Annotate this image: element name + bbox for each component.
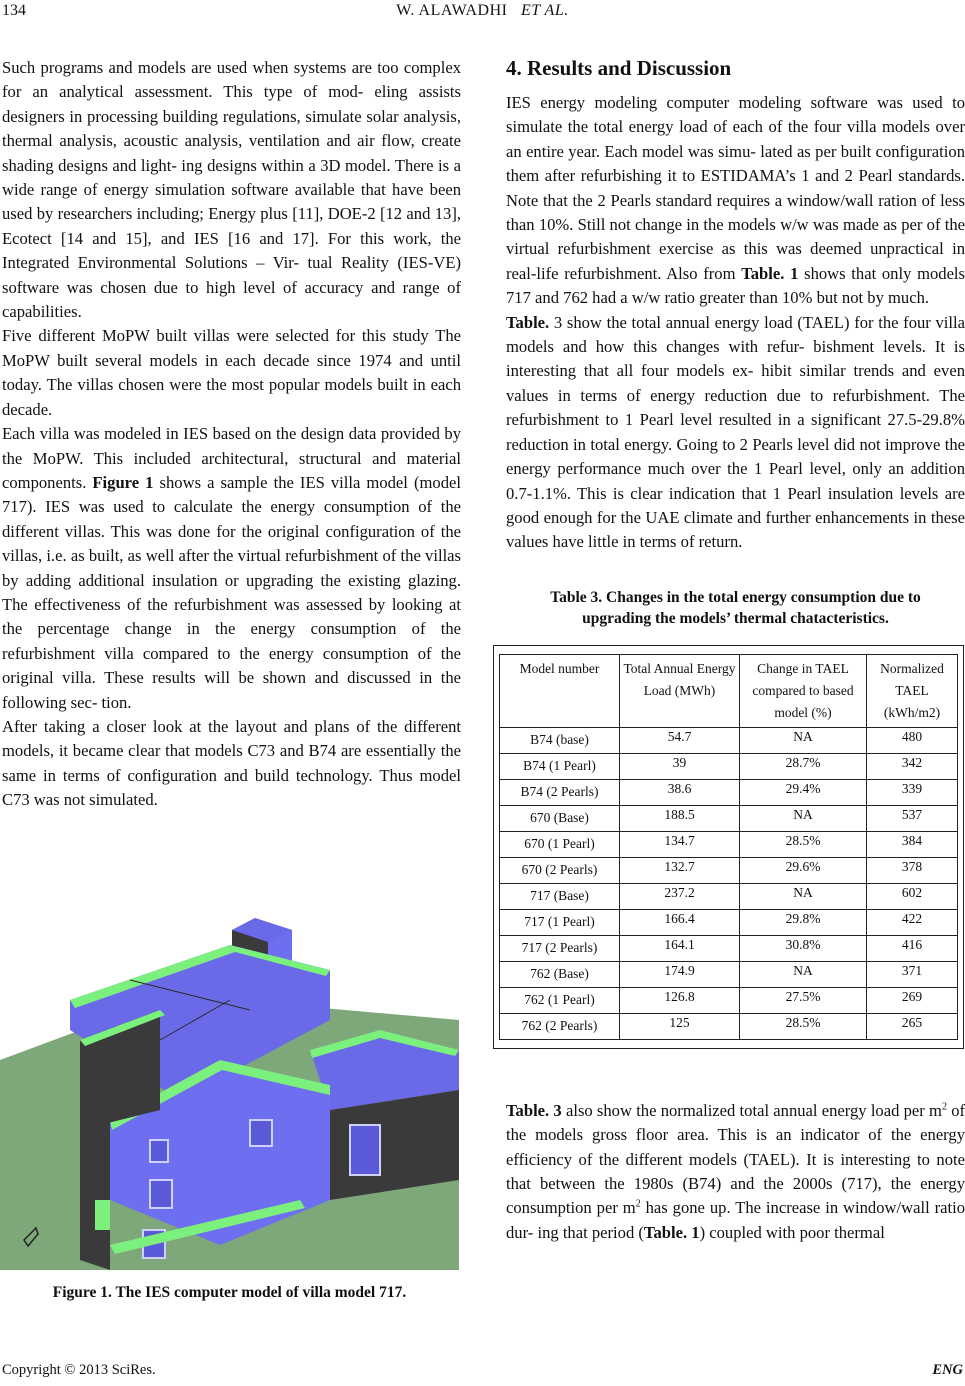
column-header-tael: Total Annual Energy Load (MWh)	[620, 654, 740, 727]
cell-change: 30.8%	[740, 935, 867, 961]
table-3-reference[interactable]: Table.	[506, 312, 550, 332]
villa-3d-model-image	[0, 900, 459, 1270]
cell-change: 29.4%	[740, 779, 867, 805]
cell-tael: 166.4	[620, 909, 740, 935]
paragraph-ies-simulation: IES energy modeling computer modeling software was used to simulate the total energy load of each of the four villa models over an entire year. Each model was simu- lated as per built configuration them after refurbishing it to ESTIDAMA’s 1 and 2 Pearl standards. Note that the 2 Pearls standard requires a window/wall ration of less than 10%. Still not change in the models w/w was made as per of the virtual refurbishment exercise as this was deemed unpractical in real-life refurbishment. Also from Table. 1 shows that only models 717 and 762 had a w/w ratio greater than 10% but not by much.	[506, 93, 965, 308]
table-row	[500, 935, 958, 961]
window	[150, 1140, 168, 1162]
page-header	[0, 0, 965, 24]
cell-normalized: 416	[867, 935, 958, 961]
section-title: 4. Results and Discussion	[506, 56, 732, 80]
column-header-normalized: Normalized TAEL (kWh/m2)	[867, 654, 958, 727]
table-row	[500, 883, 958, 909]
paragraph-villa-selection: Five different MoPW built villas were selected for this study The MoPW built several models in each decade since 1974 and until today. The villas chosen were the most popular models built in each decade.	[2, 326, 461, 419]
window	[150, 1180, 172, 1208]
cell-normalized: 537	[867, 805, 958, 831]
cell-tael: 38.6	[620, 779, 740, 805]
table-row	[500, 727, 958, 753]
cell-model: 717 (2 Pearls)	[500, 935, 620, 961]
table-row	[500, 753, 958, 779]
table-1-reference[interactable]: Table. 1	[741, 263, 799, 283]
copyright-notice: Copyright © 2013 SciRes.	[2, 1362, 156, 1378]
cell-model: 670 (2 Pearls)	[500, 857, 620, 883]
table-row	[500, 1013, 958, 1039]
table-1-reference[interactable]: Table. 1	[643, 1222, 700, 1242]
cell-model: 670 (Base)	[500, 805, 620, 831]
cell-normalized: 265	[867, 1013, 958, 1039]
cell-tael: 132.7	[620, 857, 740, 883]
cell-model: 717 (1 Pearl)	[500, 909, 620, 935]
cell-normalized: 269	[867, 987, 958, 1013]
cell-tael: 134.7	[620, 831, 740, 857]
cell-tael: 237.2	[620, 883, 740, 909]
table-3	[499, 654, 958, 1040]
running-head-etal: ET AL.	[520, 2, 569, 19]
window	[250, 1120, 272, 1146]
paragraph-normalized-tael: Table. 3 also show the normalized total annual energy load per $m^2$ of the models gross floor area. This is an indicator of the energy efficiency of the different models (TAEL). It is interesting to note that between the 1980s (B74) and the 2000s (717), the energy consumption per $m^2$ has gone up. The increase in window/wall ratio dur- ing that period (Table. 1) coupled with poor thermal	[506, 1100, 965, 1242]
cell-change: 27.5%	[740, 987, 867, 1013]
running-head-authors: W. ALAWADHI	[396, 2, 508, 19]
table-3-caption-line-2: upgrading the models’ thermal chatacteristics.	[582, 609, 889, 627]
cell-tael: 39	[620, 753, 740, 779]
paragraph-modeling-software: Such programs and models are used when systems are too complex for an analytical assessment. This type of mod- eling assists designers in processing building regulations, simulate solar analysis, thermal analysis, acoustic analysis, ventilation and air flow, create shading designs and light- ing designs within a 3D model. There is a wide range of energy simulation software available that have been used by researchers including; Energy plus [11], DOE-2 [12 and 13], Ecotect [14 and 15], and IES [16 and 17]. For this work, the Integrated Environmental Solutions – Vir- tual Reality (IES-VE) software was chosen due to high level of accuracy and range of capabilities.	[2, 58, 461, 322]
column-header-change: Change in TAEL compared to based model (%)	[740, 654, 867, 727]
cell-model: 762 (1 Pearl)	[500, 987, 620, 1013]
figure-1-reference[interactable]: Figure 1	[92, 472, 154, 492]
table-row	[500, 857, 958, 883]
paragraph-ies-modeling: Each villa was modeled in IES based on the design data provided by the MoPW. This included architectural, structural and material components. Figure 1 shows a sample the IES villa model (model 717). IES was used to calculate the energy consumption of the different villas. This was done for the original configuration of the villas, i.e. as built, as well after the virtual refurbishment of the villas by adding additional insulation or upgrading the existing glazing. The effectiveness of the refurbishment was assessed by looking at the percentage change in the energy consumption of the refurbishment villa compared to the energy consumption of the original villa. These results will be shown and discussed in the following sec- tion.	[2, 424, 461, 712]
cell-normalized: 378	[867, 857, 958, 883]
cell-normalized: 422	[867, 909, 958, 935]
table-row	[500, 805, 958, 831]
paragraph-tael-results: Table. 3 show the total annual energy load (TAEL) for the four villa models and how this changes with refur- bishment levels. It is interesting that all four models ex- hibit similar trends and even values in terms of energy reduction due to refurbishment. The refurbishment to 1 Pearl level resulted in a significant 27.5-29.8% reduction in total energy. Going to 2 Pearls level did not improve the energy performance much over the 1 Pearl level, only an addition 0.7-1.1%. This is clear indication that 1 Pearl insulation levels are good enough for the UAE climate and further enhancements in these values have little in terms of return.	[506, 312, 965, 552]
figure-1-caption: Figure 1. The IES computer model of villa model 717.	[52, 1284, 407, 1301]
paragraph-c73-b74: After taking a closer look at the layout and plans of the different models, it became clear that models C73 and B74 are essentially the same in terms of configuration and build technology. Thus model C73 was not simulated.	[2, 716, 461, 810]
cell-normalized: 602	[867, 883, 958, 909]
left-column	[2, 56, 461, 813]
cell-model: 717 (Base)	[500, 883, 620, 909]
window	[350, 1125, 380, 1175]
table-row	[500, 961, 958, 987]
cell-change: 29.6%	[740, 857, 867, 883]
cell-normalized: 480	[867, 727, 958, 753]
figure-1-villa-model	[0, 900, 459, 1270]
cell-change: NA	[740, 883, 867, 909]
cell-model: B74 (1 Pearl)	[500, 753, 620, 779]
table-3-frame	[493, 645, 964, 1049]
table-header-row	[500, 654, 958, 727]
cell-change: NA	[740, 727, 867, 753]
cell-change: 28.5%	[740, 831, 867, 857]
cell-model: B74 (2 Pearls)	[500, 779, 620, 805]
journal-abbreviation: ENG	[932, 1362, 963, 1378]
right-column	[506, 56, 965, 1245]
cell-tael: 164.1	[620, 935, 740, 961]
cell-change: 28.5%	[740, 1013, 867, 1039]
cell-change: NA	[740, 961, 867, 987]
cell-model: 762 (Base)	[500, 961, 620, 987]
table-3-reference[interactable]: Table. 3	[506, 1100, 562, 1120]
table-row	[500, 987, 958, 1013]
cell-model: 670 (1 Pearl)	[500, 831, 620, 857]
cell-normalized: 342	[867, 753, 958, 779]
page-footer	[2, 1362, 963, 1379]
cell-model: B74 (base)	[500, 727, 620, 753]
page-number: 134	[2, 2, 26, 19]
cell-model: 762 (2 Pearls)	[500, 1013, 620, 1039]
cell-change: 28.7%	[740, 753, 867, 779]
cell-tael: 126.8	[620, 987, 740, 1013]
column-header-model: Model number	[500, 654, 620, 727]
cell-tael: 125	[620, 1013, 740, 1039]
cell-change: 29.8%	[740, 909, 867, 935]
table-row	[500, 831, 958, 857]
table-row	[500, 909, 958, 935]
running-head	[0, 2, 965, 20]
cell-change: NA	[740, 805, 867, 831]
cell-normalized: 384	[867, 831, 958, 857]
cell-tael: 174.9	[620, 961, 740, 987]
cell-tael: 188.5	[620, 805, 740, 831]
cell-normalized: 339	[867, 779, 958, 805]
cell-normalized: 371	[867, 961, 958, 987]
cell-tael: 54.7	[620, 727, 740, 753]
table-row	[500, 779, 958, 805]
table-3-caption-line-1: Table 3. Changes in the total energy consumption due to	[550, 588, 921, 606]
